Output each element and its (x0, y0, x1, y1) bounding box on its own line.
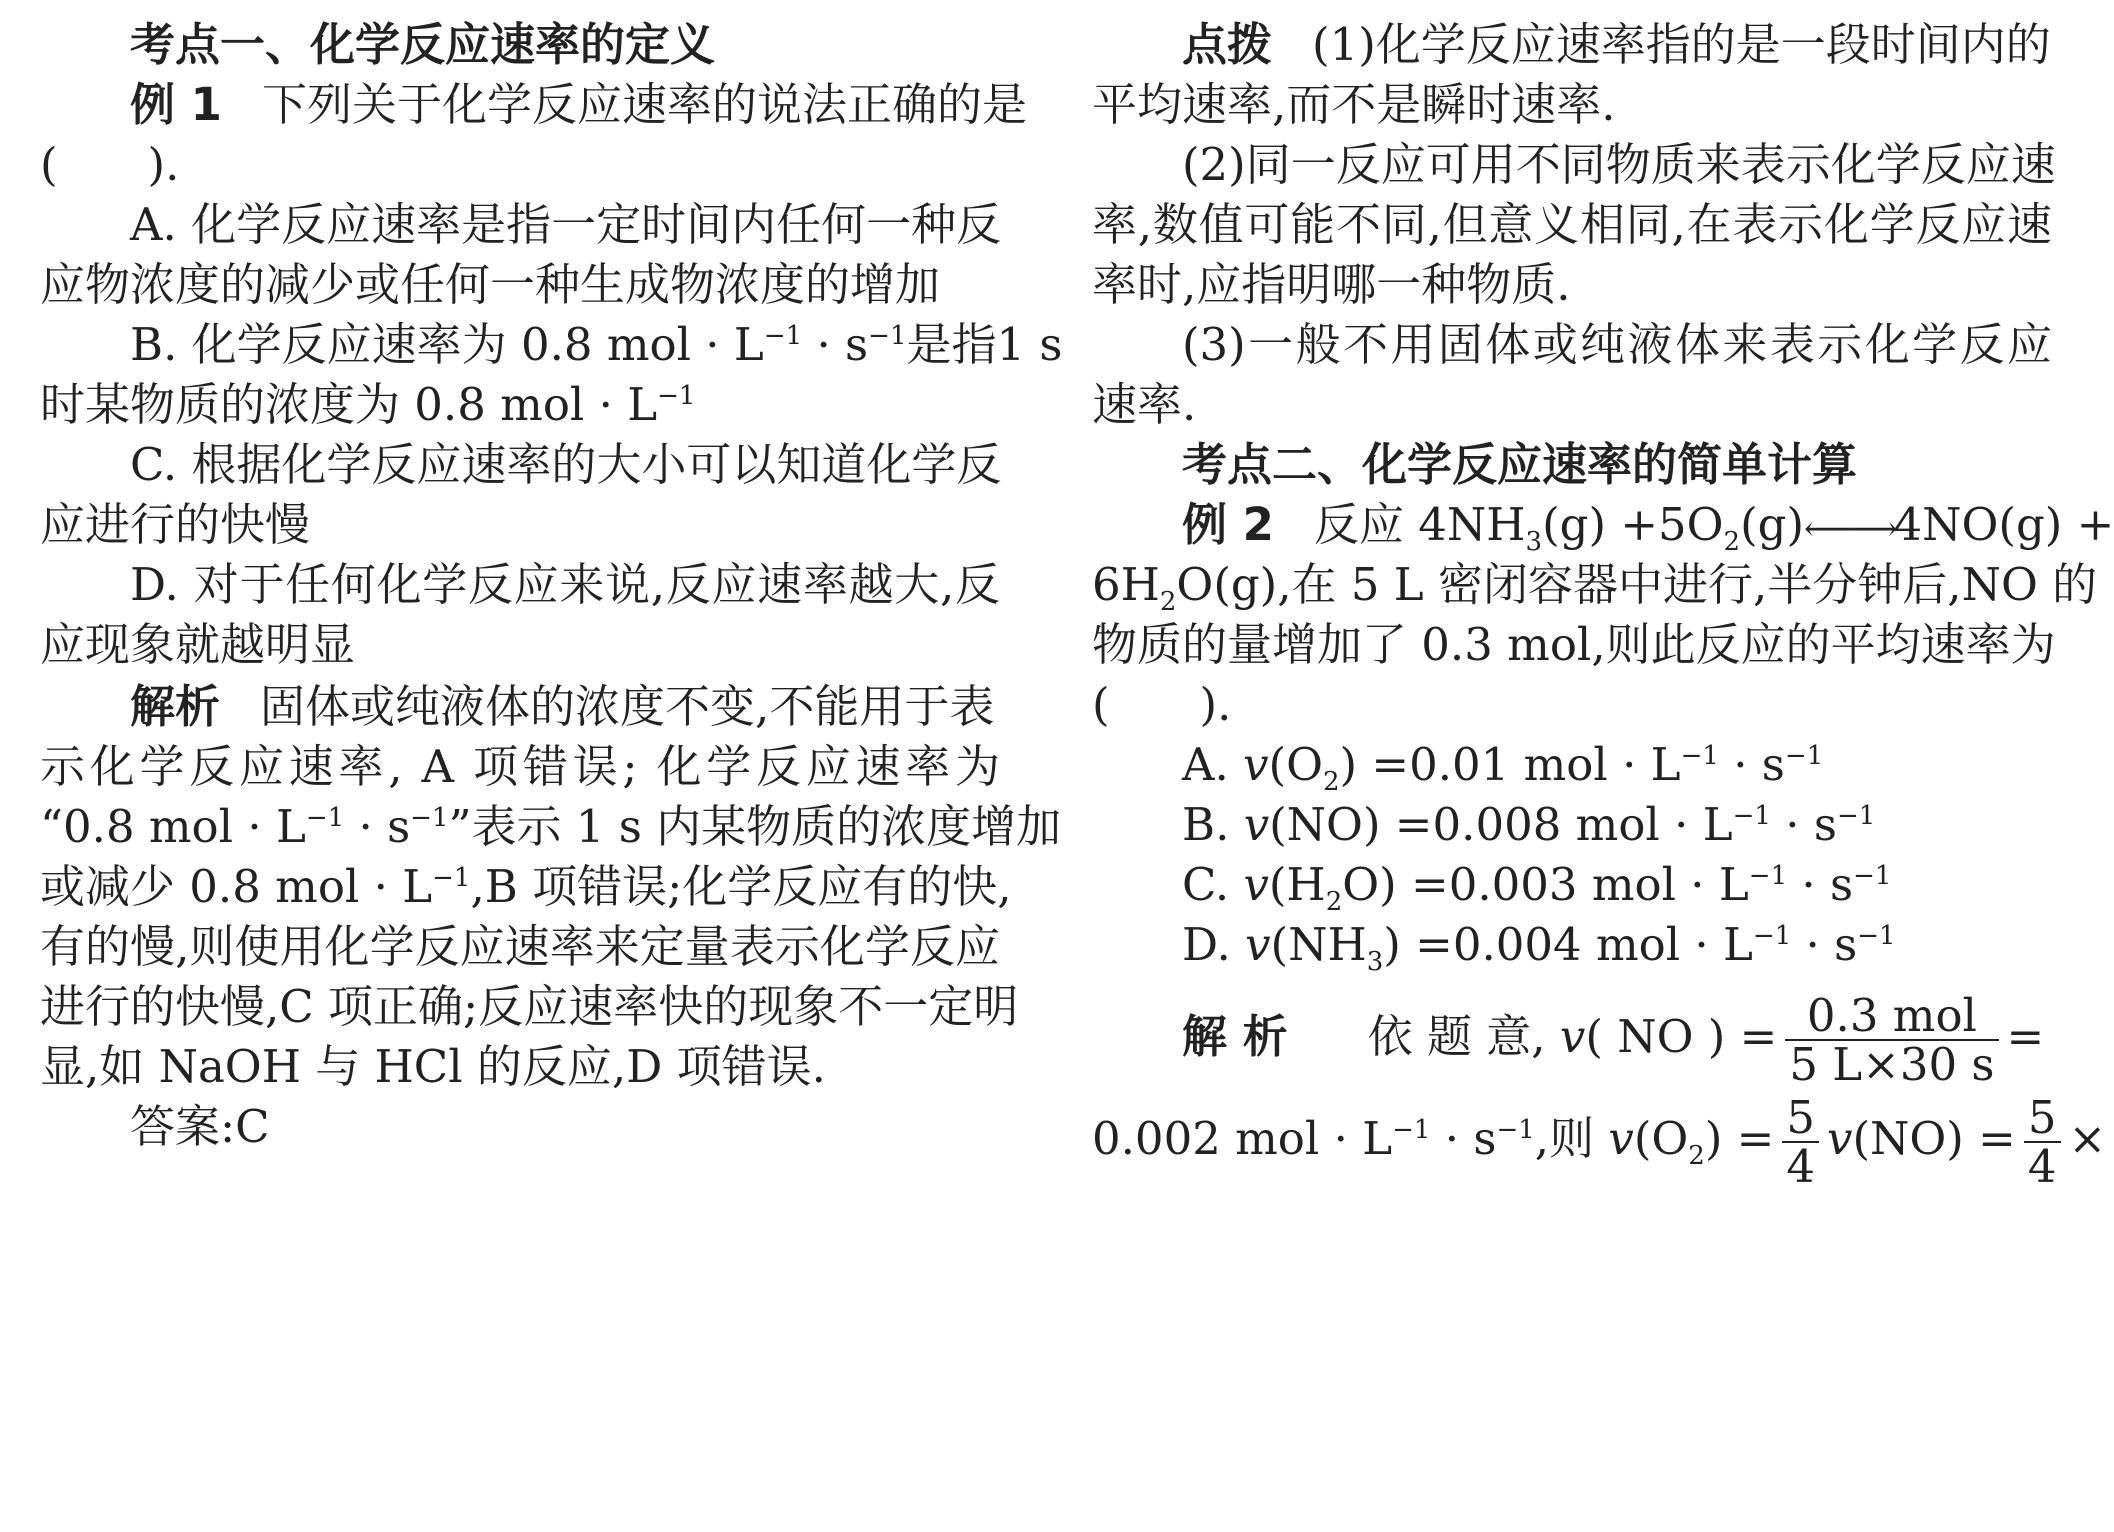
analysis-label: 解 析 (1182, 1009, 1288, 1063)
option-b-line-1 (40, 314, 1063, 376)
option-2c (1092, 854, 2052, 916)
option-b-line-2 (40, 374, 1000, 436)
subscript: 2 (1325, 887, 1343, 917)
analysis-1-line-4 (40, 856, 1012, 918)
option-b-text-a: B. 化学反应速率为 0.8 mol · L (130, 318, 764, 371)
example-2-blank: ( ). (1092, 678, 1232, 731)
option-text: ) =0.004 mol · L (1383, 918, 1753, 971)
superscript: −1 (1752, 921, 1792, 951)
option-text: · s (1718, 738, 1785, 791)
option-d-line-2: 应现象就越明显 (40, 618, 356, 671)
superscript: −1 (1732, 801, 1771, 831)
superscript: −1 (763, 321, 803, 351)
option-text: (O (1268, 738, 1323, 791)
analysis-text: ,B 项错误;化学反应有的快, (470, 860, 1012, 913)
analysis-1-line-1 (40, 676, 1000, 738)
superscript: −1 (1853, 861, 1892, 891)
example-1-text: 下列关于化学反应速率的说法正确的是 (261, 78, 1027, 131)
fraction-numerator: 5 (1782, 1094, 1819, 1143)
tip-2-line-3: 率时,应指明哪一种物质. (1092, 258, 1571, 311)
subscript: 3 (1525, 527, 1543, 557)
analysis-1-line-6: 进行的快慢,C 项正确;反应速率快的现象不一定明 (40, 980, 1019, 1033)
analysis-label: 解析 (130, 680, 221, 733)
option-b-text-d: 时某物质的浓度为 0.8 mol · L (40, 378, 658, 431)
superscript: −1 (410, 803, 449, 833)
analysis-2-line-1 (1092, 989, 2052, 1092)
option-c-line-2: 应进行的快慢 (40, 498, 311, 551)
option-letter: B. (1182, 798, 1244, 851)
tip-3-line-2: 速率. (1092, 378, 1197, 431)
analysis-text: ”表示 1 s 内某物质的浓度增加 (448, 800, 1062, 853)
option-b-text-b: · s (802, 318, 869, 371)
analysis-text: = (2006, 1009, 2045, 1063)
option-b-text-c: 是指1 s (906, 318, 1063, 371)
heading-topic-1: 考点一、化学反应速率的定义 (130, 18, 716, 71)
superscript: −1 (868, 321, 907, 351)
answer-1: 答案:C (130, 1100, 270, 1153)
example-2-text: O(g),在 5 L 密闭容器中进行,半分钟后,NO 的 (1176, 558, 2098, 611)
analysis-text: “0.8 mol · L (40, 800, 306, 853)
tip-1-line-1 (1092, 14, 2052, 76)
equation-text: 4NO(g) + (1893, 498, 2114, 551)
option-text: · s (1791, 918, 1858, 971)
variable-v: v (1243, 798, 1270, 851)
fraction (2024, 1091, 2061, 1194)
analysis-text: (NO) = (1852, 1111, 2016, 1165)
superscript: −1 (657, 381, 696, 411)
option-2d (1092, 914, 2052, 976)
variable-v: v (1559, 1009, 1586, 1063)
superscript: −1 (305, 803, 345, 833)
example-1-stem (40, 74, 1027, 136)
option-2a (1092, 734, 2052, 796)
option-text: · s (1787, 858, 1854, 911)
superscript: −1 (1496, 1114, 1535, 1145)
analysis-text: 或减少 0.8 mol · L (40, 860, 433, 913)
analysis-text: 固体或纯液体的浓度不变,不能用于表 (260, 680, 995, 733)
analysis-1-line-7: 显,如 NaOH 与 HCl 的反应,D 项错误. (40, 1040, 826, 1093)
equation-text: (g) +5O (1542, 498, 1724, 551)
superscript: −1 (1857, 921, 1896, 951)
subscript: 3 (1366, 947, 1384, 977)
analysis-text: · s (1430, 1111, 1497, 1165)
analysis-1-line-3 (40, 796, 1062, 858)
option-a-line-2: 应物浓度的减少或任何一种生成物浓度的增加 (40, 258, 941, 311)
analysis-2-line-2 (1092, 1091, 2107, 1194)
equation-text: 6H (1092, 558, 1160, 611)
option-c-line-1: C. 根据化学反应速率的大小可以知道化学反 (130, 438, 1002, 491)
tip-2-line-2: 率,数值可能不同,但意义相同,在表示化学反应速 (1092, 198, 2052, 251)
fraction (1785, 989, 1998, 1092)
fraction-numerator: 5 (2024, 1094, 2061, 1143)
analysis-text: ,则 (1534, 1111, 1609, 1165)
analysis-text: (O (1633, 1111, 1689, 1165)
option-2b (1092, 794, 2052, 856)
option-letter: D. (1182, 918, 1246, 971)
tip-3-line-1: (3)一般不用固体或纯液体来表示化学反应 (1182, 318, 2052, 371)
subscript: 2 (1688, 1140, 1705, 1171)
fraction-denominator: 4 (1786, 1140, 1816, 1194)
fraction-denominator: 5 L×30 s (1789, 1038, 1995, 1092)
superscript: −1 (1392, 1114, 1431, 1145)
analysis-text: 依 题 意, (1367, 1009, 1560, 1063)
example-2-line-3: 物质的量增加了 0.3 mol,则此反应的平均速率为 (1092, 618, 2056, 671)
analysis-text: 0.002 mol · L (1092, 1111, 1393, 1165)
fraction (1782, 1091, 1819, 1194)
superscript: −1 (1836, 801, 1876, 831)
subscript: 2 (1723, 527, 1741, 557)
variable-v: v (1827, 1111, 1853, 1165)
superscript: −1 (1784, 741, 1824, 771)
tip-label: 点拨 (1182, 18, 1273, 71)
analysis-1-line-2: 示化学反应速率, A 项错误; 化学反应速率为 (40, 740, 1000, 793)
superscript: −1 (1680, 741, 1719, 771)
option-letter: C. (1182, 858, 1244, 911)
superscript: −1 (432, 863, 471, 893)
subscript: 2 (1323, 767, 1340, 797)
tip-2-line-1: (2)同一反应可用不同物质来表示化学反应速 (1182, 138, 2056, 191)
variable-v: v (1245, 918, 1271, 971)
option-text: (NH (1270, 918, 1367, 971)
equation-text: 反应 4NH (1313, 498, 1526, 551)
analysis-text: ) = (1704, 1111, 1775, 1165)
option-d-line-1: D. 对于任何化学反应来说,反应速率越大,反 (130, 558, 1000, 611)
example-1-label: 例 1 (130, 78, 222, 131)
analysis-text: · s (344, 800, 411, 853)
variable-v: v (1243, 858, 1269, 911)
option-text: ) =0.01 mol · L (1339, 738, 1681, 791)
analysis-text: ( NO ) = (1585, 1009, 1778, 1063)
option-text: O) =0.003 mol · L (1342, 858, 1749, 911)
option-letter: A. (1182, 738, 1244, 791)
times-sign: × (2068, 1111, 2107, 1165)
example-1-blank: ( ). (40, 138, 180, 191)
equation-text: (g) (1740, 498, 1805, 551)
option-text: (H (1268, 858, 1326, 911)
example-2-line-1 (1092, 494, 2114, 557)
example-2-line-2 (1092, 554, 2098, 617)
variable-v: v (1608, 1111, 1634, 1165)
superscript: −1 (1748, 861, 1788, 891)
option-text: (NO) =0.008 mol · L (1269, 798, 1733, 851)
fraction-numerator: 0.3 mol (1785, 992, 1998, 1041)
tip-1-line-2: 平均速率,而不是瞬时速率. (1092, 78, 1616, 131)
subscript: 2 (1159, 587, 1177, 617)
equilibrium-arrow-icon: ⟵⟶ (1804, 508, 1894, 549)
analysis-1-line-5: 有的慢,则使用化学反应速率来定量表示化学反应 (40, 920, 1000, 973)
fraction-denominator: 4 (2027, 1140, 2057, 1194)
variable-v: v (1243, 738, 1269, 791)
heading-topic-2: 考点二、化学反应速率的简单计算 (1182, 438, 1858, 491)
example-2-label: 例 2 (1182, 498, 1274, 551)
option-text: · s (1770, 798, 1837, 851)
option-a-line-1: A. 化学反应速率是指一定时间内任何一种反 (130, 198, 1002, 251)
tip-text: (1)化学反应速率指的是一段时间内的 (1312, 18, 2051, 71)
